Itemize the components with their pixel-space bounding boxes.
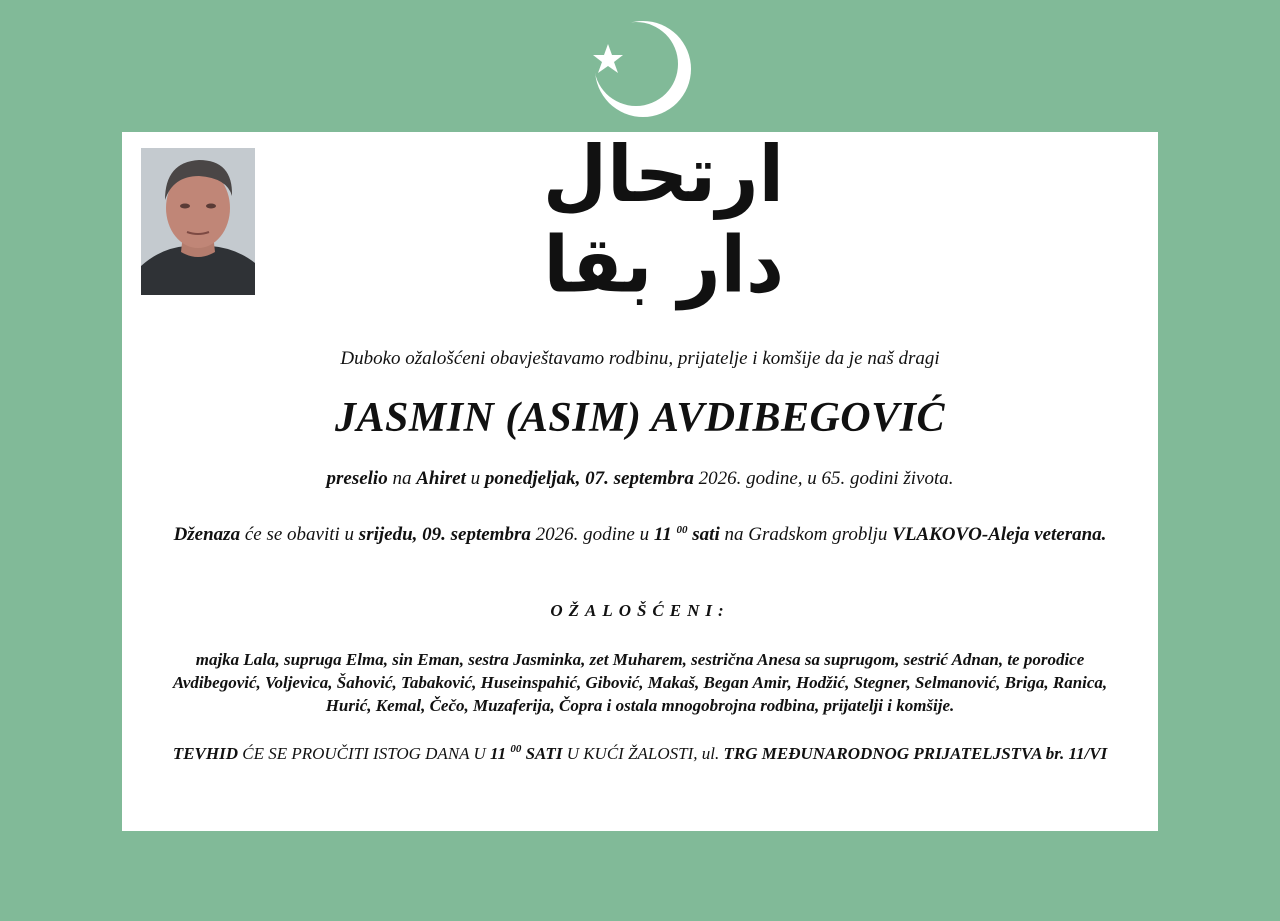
- deceased-name: JASMIN (ASIM) AVDIBEGOVIĆ: [334, 395, 945, 441]
- tevhid-sati: SATI: [521, 744, 563, 763]
- janaza-text-part: će se obaviti u: [240, 524, 359, 545]
- tevhid-hour: 11: [490, 744, 507, 763]
- passing-text-part: 2026. godine, u 65. godini života.: [693, 468, 954, 489]
- tevhid-minutes: 00: [510, 743, 522, 755]
- janaza-text: [162, 519, 1118, 550]
- janaza-minutes: 00: [676, 524, 688, 536]
- mourners-list: majka Lala, supruga Elma, sin Eman, sestra Jasminka, zet Muharem, sestrična Anesa sa suprugom, sestrić Adnan, te porodice Avdibegović, Voljevica, Šahović, Tabaković, Huseinspahić, Gibović, Makaš, Began Amir, Hodžić, Stegner, Selmanović, Briga, Ranica, Hurić, Kemal, Čečo, Muzaferija, Čopra i ostala mnogobrojna rodbina, prijatelji i komšije.: [172, 650, 1108, 715]
- deceased-photo: [141, 148, 255, 295]
- passing-word: preselio: [326, 468, 388, 489]
- janaza-date: srijedu, 09. septembra: [358, 524, 531, 545]
- tevhid-text: [142, 738, 1138, 769]
- tevhid-address: TRG MEĐUNARODNOG PRIJATELJSTVA br. 11/VI: [723, 744, 1108, 763]
- tevhid-text-part: U KUĆI ŽALOSTI, ul.: [562, 744, 724, 763]
- tevhid-word: TEVHID: [172, 744, 238, 763]
- obituary-card: [122, 129, 1158, 831]
- janaza-text-part: na Gradskom groblju: [719, 524, 893, 545]
- tevhid-text-part: ĆE SE PROUČITI ISTOG DANA U: [238, 744, 491, 763]
- mourners-title: OŽALOŠĆENI:: [550, 601, 730, 620]
- janaza-hour: 11: [653, 524, 672, 545]
- crescent-star-icon: [585, 14, 697, 120]
- janaza-location: VLAKOVO-Aleja veterana.: [892, 524, 1107, 545]
- ahiret-word: Ahiret: [416, 468, 466, 489]
- intro-text: Duboko ožalošćeni obavještavamo rodbinu, prijatelje i komšije da je naš dragi: [340, 348, 940, 369]
- passing-date: ponedjeljak, 07. septembra: [484, 468, 694, 489]
- janaza-word: Dženaza: [173, 524, 241, 545]
- passing-text-part: na: [387, 468, 417, 489]
- arabic-calligraphy: ارتحال دار بقا: [542, 129, 784, 311]
- janaza-sati: sati: [687, 524, 720, 545]
- janaza-text-part: 2026. godine u: [530, 524, 654, 545]
- passing-text: [122, 468, 1158, 490]
- passing-text-part: u: [465, 468, 485, 489]
